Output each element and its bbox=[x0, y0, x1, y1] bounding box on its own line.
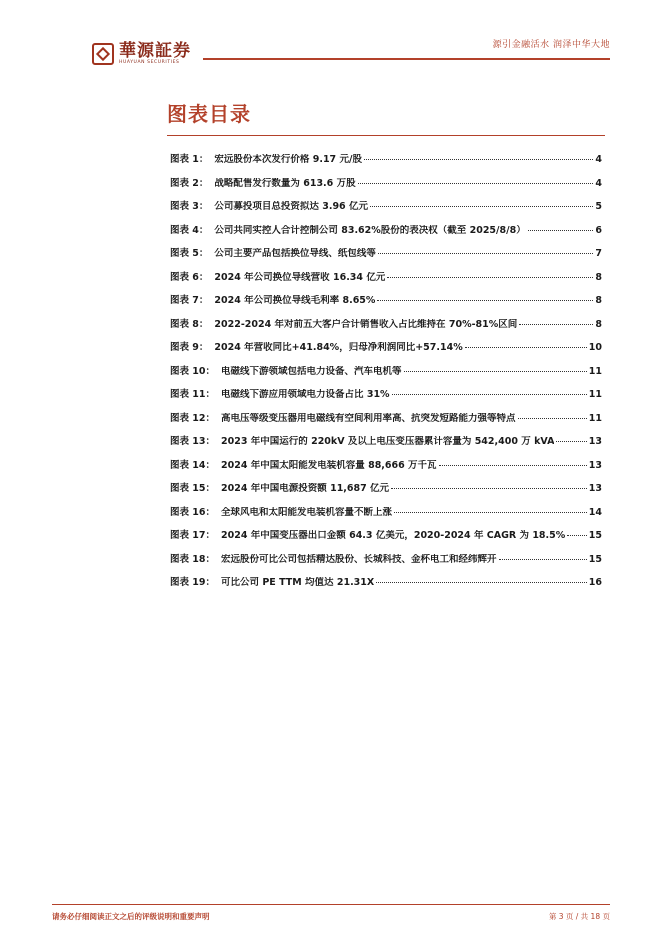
toc-entry-label: 图表 18： bbox=[170, 553, 216, 565]
toc-entry[interactable] bbox=[170, 248, 602, 272]
toc-entry[interactable] bbox=[170, 507, 602, 531]
toc-entry-title: 宏远股份可比公司包括精达股份、长城科技、金杯电工和经纬辉开 bbox=[221, 553, 497, 565]
toc-entry[interactable] bbox=[170, 178, 602, 202]
toc-leader-dots bbox=[528, 230, 594, 231]
toc-leader-dots bbox=[439, 465, 587, 466]
toc-entry[interactable] bbox=[170, 225, 602, 249]
toc-entry-title: 宏远股份本次发行价格 9.17 元/股 bbox=[214, 154, 362, 165]
header-slogan: 源引金融活水 润泽中华大地 bbox=[492, 40, 610, 50]
toc-page-number: 4 bbox=[595, 154, 602, 165]
toc-leader-dots bbox=[519, 324, 593, 325]
toc-leader-dots bbox=[499, 559, 587, 560]
toc-entry-label: 图表 14： bbox=[170, 459, 216, 471]
toc-entry[interactable] bbox=[170, 272, 602, 296]
toc-entry-title: 全球风电和太阳能发电装机容量不断上涨 bbox=[221, 506, 393, 518]
toc-entry-label: 图表 12： bbox=[170, 412, 216, 424]
toc-page-number: 8 bbox=[595, 295, 602, 306]
toc-page-number: 13 bbox=[588, 459, 602, 471]
toc-leader-dots bbox=[387, 277, 593, 278]
footer-page-info: 第 3 页 / 共 18 页 bbox=[548, 912, 610, 921]
toc-entry-label: 图表 2： bbox=[170, 177, 209, 189]
toc-entry-title: 公司主要产品包括换位导线、纸包线等 bbox=[214, 248, 376, 259]
toc-leader-dots bbox=[392, 394, 587, 395]
toc-leader-dots bbox=[518, 418, 587, 419]
toc-entry-title: 2024 年中国变压器出口金额 64.3 亿美元，2020-2024 年 CAGR 为 18.5% bbox=[221, 530, 566, 541]
toc-entry-label: 图表 1： bbox=[170, 154, 209, 165]
toc-entry-title: 2024 年中国电源投资额 11,687 亿元 bbox=[221, 483, 390, 494]
toc-leader-dots bbox=[377, 300, 593, 301]
page-header bbox=[0, 0, 662, 72]
toc-entry-title: 战略配售发行数量为 613.6 万股 bbox=[214, 177, 356, 189]
toc-entry[interactable] bbox=[170, 295, 602, 319]
toc-leader-dots bbox=[404, 371, 587, 372]
toc-entry[interactable] bbox=[170, 530, 602, 554]
toc-entry-label: 图表 19： bbox=[170, 577, 216, 588]
toc-entry-label: 图表 10： bbox=[170, 365, 216, 377]
toc-entry[interactable] bbox=[170, 554, 602, 578]
toc-entry[interactable] bbox=[170, 577, 602, 601]
toc-page-number: 11 bbox=[588, 389, 602, 400]
toc-entry-label: 图表 3： bbox=[170, 201, 209, 212]
title-divider bbox=[167, 135, 605, 136]
toc-page-number: 8 bbox=[595, 318, 602, 330]
toc-entry-label: 图表 13： bbox=[170, 436, 216, 447]
toc-page-number: 6 bbox=[595, 224, 602, 236]
toc-entry-label: 图表 8： bbox=[170, 318, 209, 330]
toc-entry[interactable] bbox=[170, 389, 602, 413]
toc-leader-dots bbox=[376, 582, 587, 583]
toc-leader-dots bbox=[391, 488, 587, 489]
toc-entry-title: 2024 年公司换位导线营收 16.34 亿元 bbox=[214, 271, 386, 283]
toc-entry-title: 公司共同实控人合计控制公司 83.62%股份的表决权（截至 2025/8/8） bbox=[214, 224, 526, 236]
toc-entry[interactable] bbox=[170, 201, 602, 225]
toc-entry[interactable] bbox=[170, 342, 602, 366]
toc-entry-title: 2024 年公司换位导线毛利率 8.65% bbox=[214, 295, 376, 306]
toc-entry-label: 图表 16： bbox=[170, 506, 216, 518]
table-of-contents bbox=[170, 154, 602, 601]
toc-entry-label: 图表 6： bbox=[170, 271, 209, 283]
toc-leader-dots bbox=[465, 347, 587, 348]
toc-entry-label: 图表 7： bbox=[170, 295, 209, 306]
footer-divider bbox=[52, 904, 610, 905]
toc-page-number: 8 bbox=[595, 271, 602, 283]
toc-leader-dots bbox=[370, 206, 593, 207]
toc-page-number: 11 bbox=[588, 412, 602, 424]
toc-entry-label: 图表 11： bbox=[170, 389, 216, 400]
toc-leader-dots bbox=[364, 159, 593, 160]
toc-leader-dots bbox=[567, 535, 586, 536]
toc-page-number: 13 bbox=[588, 483, 602, 494]
toc-entry-title: 2024 年营收同比+41.84%，归母净利润同比+57.14% bbox=[214, 342, 463, 353]
footer-disclaimer: 请务必仔细阅读正文之后的评级说明和重要声明 bbox=[52, 912, 210, 921]
logo-seal-icon bbox=[92, 43, 114, 65]
toc-entry[interactable] bbox=[170, 460, 602, 484]
toc-entry-title: 电磁线下游领域包括电力设备、汽车电机等 bbox=[221, 365, 402, 377]
toc-entry-title: 高电压等级变压器用电磁线有空间利用率高、抗突发短路能力强等特点 bbox=[221, 412, 516, 424]
toc-page-number: 5 bbox=[595, 201, 602, 212]
toc-entry[interactable] bbox=[170, 436, 602, 460]
toc-leader-dots bbox=[378, 253, 593, 254]
toc-entry-title: 可比公司 PE TTM 均值达 21.31X bbox=[221, 577, 375, 588]
toc-page-number: 7 bbox=[595, 248, 602, 259]
toc-page-number: 11 bbox=[588, 365, 602, 377]
toc-entry[interactable] bbox=[170, 154, 602, 178]
toc-entry-label: 图表 9： bbox=[170, 342, 209, 353]
toc-entry-title: 电磁线下游应用领域电力设备占比 31% bbox=[221, 389, 390, 400]
page-title: 图表目录 bbox=[167, 102, 251, 126]
toc-entry-label: 图表 15： bbox=[170, 483, 216, 494]
toc-entry[interactable] bbox=[170, 366, 602, 390]
toc-entry-label: 图表 17： bbox=[170, 530, 216, 541]
toc-entry[interactable] bbox=[170, 413, 602, 437]
toc-page-number: 10 bbox=[588, 342, 602, 353]
toc-leader-dots bbox=[394, 512, 587, 513]
toc-page-number: 15 bbox=[588, 553, 602, 565]
company-logo bbox=[92, 40, 191, 68]
toc-entry-title: 公司募投项目总投资拟达 3.96 亿元 bbox=[214, 201, 368, 212]
toc-page-number: 13 bbox=[588, 436, 602, 447]
logo-subtext: HUAYUAN SECURITIES bbox=[119, 60, 180, 65]
toc-entry-title: 2023 年中国运行的 220kV 及以上电压变压器累计容量为 542,400 万 kVA bbox=[221, 436, 555, 447]
toc-entry[interactable] bbox=[170, 483, 602, 507]
toc-entry-title: 2024 年中国太阳能发电装机容量 88,666 万千瓦 bbox=[221, 459, 437, 471]
header-divider bbox=[203, 58, 610, 60]
toc-page-number: 14 bbox=[588, 506, 602, 518]
toc-page-number: 15 bbox=[588, 530, 602, 541]
toc-page-number: 4 bbox=[595, 177, 602, 189]
toc-page-number: 16 bbox=[588, 577, 602, 588]
toc-entry-label: 图表 5： bbox=[170, 248, 209, 259]
toc-entry-title: 2022-2024 年对前五大客户合计销售收入占比维持在 70%-81%区间 bbox=[214, 318, 518, 330]
toc-leader-dots bbox=[358, 183, 594, 184]
toc-entry-label: 图表 4： bbox=[170, 224, 209, 236]
toc-entry[interactable] bbox=[170, 319, 602, 343]
logo-text: 華源証券 bbox=[119, 41, 191, 61]
toc-leader-dots bbox=[556, 441, 586, 442]
